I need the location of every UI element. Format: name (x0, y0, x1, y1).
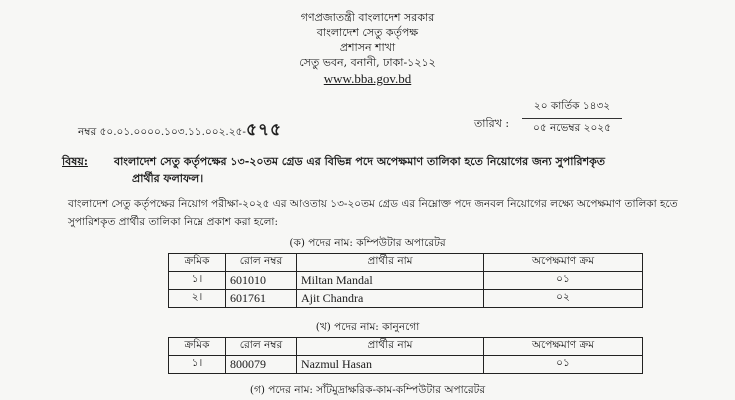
section-title-b: (খ) পদের নাম: কানুনগো (315, 321, 420, 333)
column-serial: ক্রমিক (169, 254, 226, 272)
cell-serial: ১। (169, 356, 226, 374)
memo-number-suffix: ৫৭৫ (245, 120, 283, 140)
subject-line-2: প্রার্থীর ফলাফল। (132, 172, 204, 185)
cell-name: Ajit Chandra (297, 290, 484, 308)
column-waiting: অপেক্ষমাণ ক্রম (484, 254, 643, 272)
letterhead (0, 10, 735, 87)
memo-number (78, 117, 282, 145)
website-link[interactable]: www.bba.gov.bd (323, 71, 412, 86)
subject (62, 153, 702, 187)
table-row (169, 356, 643, 374)
table-a (168, 253, 643, 308)
section-title-a: (ক) পদের নাম: কম্পিউটার অপারেটর (289, 237, 446, 249)
cell-roll: 601010 (226, 272, 297, 290)
cell-waiting: ০১ (484, 272, 643, 290)
column-name: প্রার্থীর নাম (297, 254, 484, 272)
date-english: ০৫ নভেম্বর ২০২৫ (533, 122, 611, 134)
body-paragraph: বাংলাদেশ সেতু কর্তৃপক্ষের নিয়োগ পরীক্ষা-২০২৫ এর আওতায় ১৩-২০তম গ্রেড এর নিম্নোক্ত পদে জনবল নিয়োগের লক্ষ্যে অপেক্ষমাণ তালিকা হতে সুপারিশকৃত প্রার্থীর তালিকা নিম্নে প্রকাশ করা হলো: (68, 198, 678, 228)
authority-name: বাংলাদেশ সেতু কর্তৃপক্ষ (316, 26, 419, 39)
date-label: তারিখ : (474, 117, 510, 130)
table-b (168, 337, 643, 374)
date-block (522, 99, 622, 138)
section-title-c: (গ) পদের নাম: সাঁটমুদ্রাক্ষরিক-কাম-কম্পিউটার অপারেটর (249, 384, 486, 396)
cell-waiting: ০১ (484, 356, 643, 374)
subject-line-1: বাংলাদেশ সেতু কর্তৃপক্ষের ১৩-২০তম গ্রেড এর বিভিন্ন পদে অপেক্ষমাণ তালিকা হতে নিয়োগের জন্য সুপারিশকৃত (114, 155, 606, 168)
cell-serial: ২। (169, 290, 226, 308)
branch-name: প্রশাসন শাখা (339, 41, 396, 54)
memo-number-label: নম্বর ৫০.০১.০০০০.১০৩.১১.০০২.২৫- (78, 126, 246, 138)
column-name: প্রার্থীর নাম (297, 338, 484, 356)
cell-roll: 601761 (226, 290, 297, 308)
government-name: গণপ্রজাতন্ত্রী বাংলাদেশ সরকার (300, 11, 435, 24)
date-bangla: ২০ কার্তিক ১৪৩২ (522, 99, 622, 119)
column-waiting: অপেক্ষমাণ ক্রম (484, 338, 643, 356)
cell-roll: 800079 (226, 356, 297, 374)
cell-waiting: ০২ (484, 290, 643, 308)
subject-label: বিষয়: (62, 155, 88, 168)
cell-serial: ১। (169, 272, 226, 290)
column-serial: ক্রমিক (169, 338, 226, 356)
table-header-row (169, 338, 643, 356)
column-roll: রোল নম্বর (226, 338, 297, 356)
cell-name: Nazmul Hasan (297, 356, 484, 374)
table-row (169, 290, 643, 308)
column-roll: রোল নম্বর (226, 254, 297, 272)
address: সেতু ভবন, বনানী, ঢাকা-১২১২ (299, 56, 436, 69)
table-header-row (169, 254, 643, 272)
cell-name: Miltan Mandal (297, 272, 484, 290)
table-row (169, 272, 643, 290)
